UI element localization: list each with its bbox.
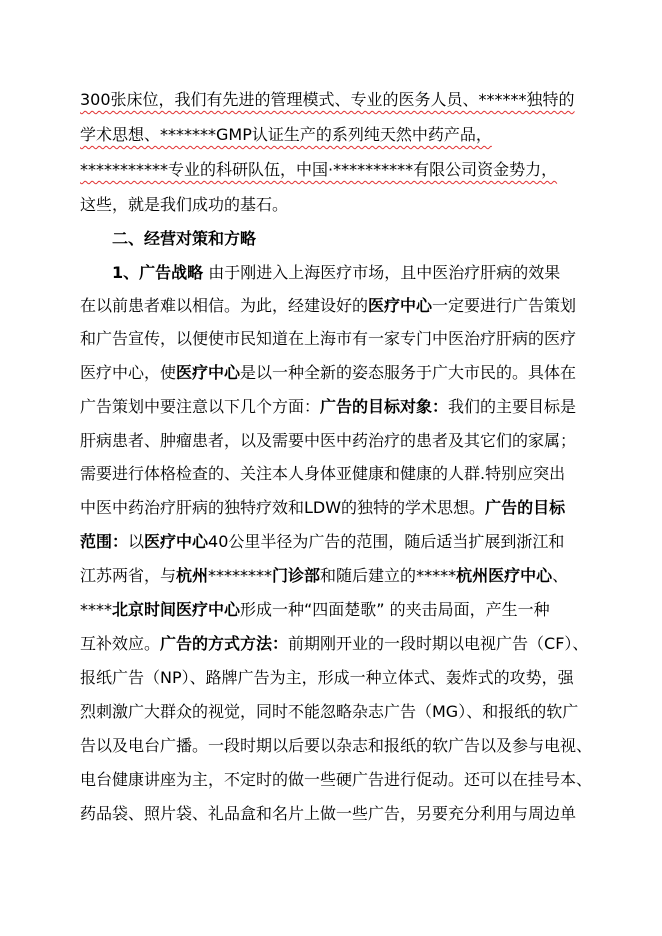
text-line-15 [0, 599, 662, 621]
text-line-18 [0, 701, 662, 723]
text-line-4 [0, 194, 662, 216]
bold-span: 广告的目标 [485, 498, 566, 517]
bold-span: 杭州 [176, 566, 209, 585]
text-span: 需要进行体格检查的、关注本人身体亚健康和健康的人群.特别应突出 [80, 464, 566, 483]
text-span: 在以前患者难以相信。为此，经建设好的 [80, 296, 369, 315]
text-line-13 [0, 531, 662, 553]
text-span: 肝病患者、肿瘤患者，以及需要中医中药治疗的患者及其它们的家属； [80, 431, 577, 450]
text-line-2 [0, 124, 662, 146]
text-line-9 [0, 396, 662, 418]
text-span: 学术思想、*******GMP认证生产的系列纯天然中药产品， [80, 125, 492, 144]
text-span: 一定要进行广告策划 [432, 296, 577, 315]
text-span: ***********专业的科研队伍，中国·**********有限公司资金势力， [80, 160, 558, 179]
text-span: 300张床位，我们有先进的管理模式、专业的医务人员、******独特的 [80, 90, 575, 109]
text-span: 以 [128, 532, 145, 551]
text-line-14 [0, 565, 662, 587]
text-line-20 [0, 769, 662, 791]
bold-span: 广告的目标对象： [320, 397, 449, 416]
text-line-21 [0, 803, 662, 825]
bold-span: 医疗中心 [368, 296, 433, 315]
text-span: ***** [416, 566, 457, 585]
bold-span: 广告的方式方法： [160, 634, 289, 653]
bold-span: 范围： [80, 532, 129, 551]
text-span: 烈刺激广大群众的视觉，同时不能忽略杂志广告（MG）、和报纸的软广 [80, 702, 579, 721]
text-span: 和广告宣传，以便使市民知道在上海市有一家专门中医治疗肝病的医疗 [80, 329, 577, 348]
section-heading [0, 228, 662, 250]
text-line-7 [0, 328, 662, 350]
text-line-17 [0, 667, 662, 689]
bold-span: 1、广告战略 [112, 263, 204, 282]
text-span: 互补效应。 [80, 634, 161, 653]
text-span: 是以一种全新的姿态服务于广大市民的。具体在 [240, 363, 577, 382]
bold-span: 北京时间医疗中心 [112, 600, 241, 619]
text-line-16 [0, 633, 662, 655]
text-span: 告以及电台广播。一段时期以后要以杂志和报纸的软广告以及参与电视、 [80, 736, 593, 755]
text-span: 前期刚开业的一段时期以电视广告（CF）、 [288, 634, 589, 653]
text-line-8 [0, 362, 662, 384]
bold-span: 医疗中心 [176, 363, 241, 382]
text-line-1 [0, 89, 662, 111]
heading-text: 二、经营对策和方略 [112, 229, 257, 248]
text-line-11 [0, 463, 662, 485]
bold-span: 医疗中心 [144, 532, 209, 551]
text-span: 医疗中心，使 [80, 363, 177, 382]
text-span: 和随后建立的 [320, 566, 417, 585]
text-span: 中医中药治疗肝病的独特疗效和LDW的独特的学术思想。 [80, 498, 486, 517]
text-span: 这些，就是我们成功的基石。 [80, 195, 289, 214]
text-line-12 [0, 497, 662, 519]
text-span: ******** [208, 566, 273, 585]
text-line-6 [0, 295, 662, 317]
text-span: **** [80, 600, 112, 619]
text-line-10 [0, 430, 662, 452]
text-line-19 [0, 735, 662, 757]
text-line-5 [0, 262, 662, 284]
text-span: 药品袋、照片袋、礼品盒和名片上做一些广告，另要充分利用与周边单 [80, 804, 577, 823]
text-span: 由于刚进入上海医疗市场，且中医治疗肝病的效果 [203, 263, 561, 282]
text-span: 我们的主要目标是 [448, 397, 577, 416]
text-span: 电台健康讲座为主，不定时的做一些硬广告进行促动。还可以在挂号本、 [80, 770, 593, 789]
text-span: 形成一种“四面楚歌” 的夹击局面，产生一种 [240, 600, 550, 619]
text-span: 、 [552, 566, 569, 585]
text-span: 40公里半径为广告的范围，随后适当扩展到浙江和 [208, 532, 565, 551]
text-span: 报纸广告（NP）、路牌广告为主，形成一种立体式、轰炸式的攻势，强 [80, 668, 574, 687]
text-span: 江苏两省，与 [80, 566, 177, 585]
bold-span: 杭州医疗中心 [456, 566, 553, 585]
text-span: 广告策划中要注意以下几个方面： [80, 397, 321, 416]
text-line-3 [0, 159, 662, 181]
bold-span: 门诊部 [272, 566, 321, 585]
